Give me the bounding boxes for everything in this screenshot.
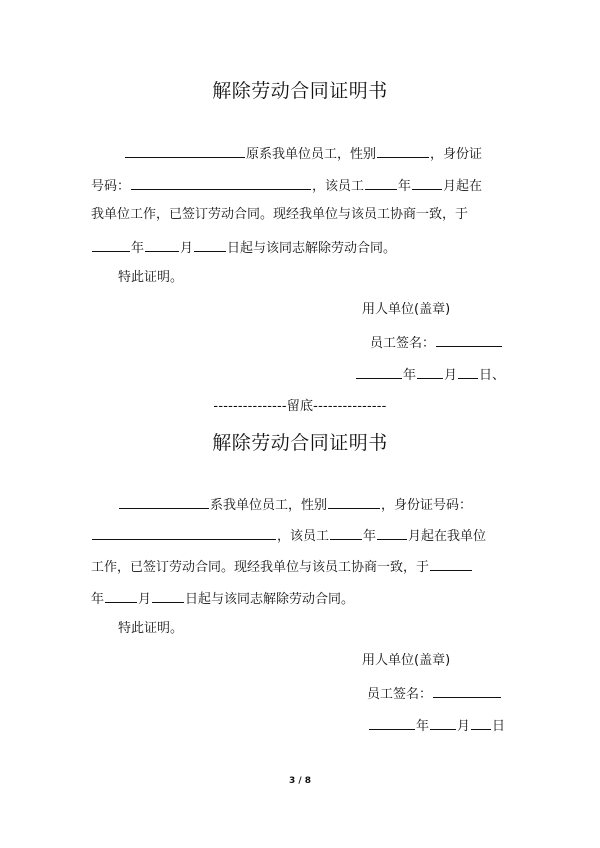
date-month-blank[interactable] — [430, 715, 456, 730]
stub-divider: ---------------留底--------------- — [213, 399, 387, 414]
text-segment: 原系我单位员工，性别 — [246, 147, 377, 162]
text-segment: ，该员工 — [277, 529, 330, 544]
end-month-blank[interactable] — [145, 237, 179, 252]
text-segment: 日、 — [479, 368, 506, 383]
date-line — [368, 715, 505, 736]
text-segment: 月起在我单位 — [408, 529, 487, 544]
signature-blank[interactable] — [436, 332, 502, 347]
start-month-blank[interactable] — [377, 525, 407, 540]
text-segment: ，身份证 — [430, 147, 483, 162]
gender-blank[interactable] — [377, 143, 429, 158]
name-blank[interactable] — [125, 143, 245, 158]
date-year-blank[interactable] — [356, 364, 402, 379]
id-number-blank[interactable] — [92, 525, 276, 540]
certificate-title: 解除劳动合同证明书 — [212, 80, 388, 102]
text-segment: ，身份证号码： — [381, 498, 473, 513]
start-year-blank[interactable] — [365, 175, 397, 190]
paragraph-line-3 — [91, 556, 473, 577]
text-segment: 年 — [416, 719, 430, 734]
end-year-blank[interactable] — [92, 237, 130, 252]
date-month-blank[interactable] — [417, 364, 443, 379]
text-segment: 号码： — [91, 179, 131, 194]
name-blank[interactable] — [119, 494, 209, 509]
text-segment: 年 — [131, 241, 145, 256]
gender-blank[interactable] — [328, 494, 380, 509]
paragraph-line-2 — [91, 175, 482, 196]
date-day-blank[interactable] — [471, 715, 491, 730]
date-year-blank[interactable] — [369, 715, 415, 730]
text-segment: 年 — [403, 368, 417, 383]
text-segment: ，该员工 — [312, 179, 365, 194]
text-segment: 日起与该同志解除劳动合同。 — [227, 241, 397, 256]
paragraph-line-3: 我单位工作，已签订劳动合同。现经我单位与该员工协商一致，于 — [91, 207, 469, 222]
text-segment: 日起与该同志解除劳动合同。 — [185, 592, 355, 607]
date-day-blank[interactable] — [458, 364, 478, 379]
paragraph-line-4 — [91, 237, 396, 258]
paragraph-line-4 — [91, 588, 354, 609]
signature-label: 员工签名： — [367, 687, 433, 702]
text-segment: 月 — [444, 368, 458, 383]
text-segment: 年 — [91, 592, 105, 607]
employer-seal-label: 用人单位(盖章) — [362, 653, 451, 668]
signature-blank[interactable] — [433, 683, 501, 698]
employee-signature-line — [370, 332, 503, 353]
employer-seal-label: 用人单位(盖章) — [362, 302, 451, 317]
end-month-blank[interactable] — [105, 588, 137, 603]
text-segment: 工作，已签订劳动合同。现经我单位与该员工协商一致，于 — [91, 560, 430, 575]
id-number-blank[interactable] — [131, 175, 311, 190]
start-year-blank[interactable] — [330, 525, 362, 540]
signature-label: 员工签名： — [370, 336, 436, 351]
text-segment: 年 — [363, 529, 377, 544]
text-segment: 日 — [492, 719, 506, 734]
end-day-blank[interactable] — [194, 237, 226, 252]
text-segment: 月 — [457, 719, 471, 734]
certify-text: 特此证明。 — [118, 621, 184, 636]
end-year-blank[interactable] — [430, 556, 472, 571]
page-number: 3 / 8 — [288, 776, 312, 786]
start-month-blank[interactable] — [412, 175, 442, 190]
certificate-title: 解除劳动合同证明书 — [212, 432, 388, 454]
text-segment: 月 — [180, 241, 194, 256]
certify-text: 特此证明。 — [118, 270, 184, 285]
paragraph-line-1 — [124, 143, 482, 164]
text-segment: 月起在 — [443, 179, 483, 194]
date-line — [355, 364, 505, 385]
end-day-blank[interactable] — [152, 588, 184, 603]
text-segment: 系我单位员工，性别 — [210, 498, 328, 513]
text-segment: 月 — [138, 592, 152, 607]
paragraph-line-1 — [118, 494, 472, 515]
employee-signature-line — [367, 683, 502, 704]
paragraph-line-2 — [91, 525, 486, 546]
text-segment: 年 — [398, 179, 412, 194]
